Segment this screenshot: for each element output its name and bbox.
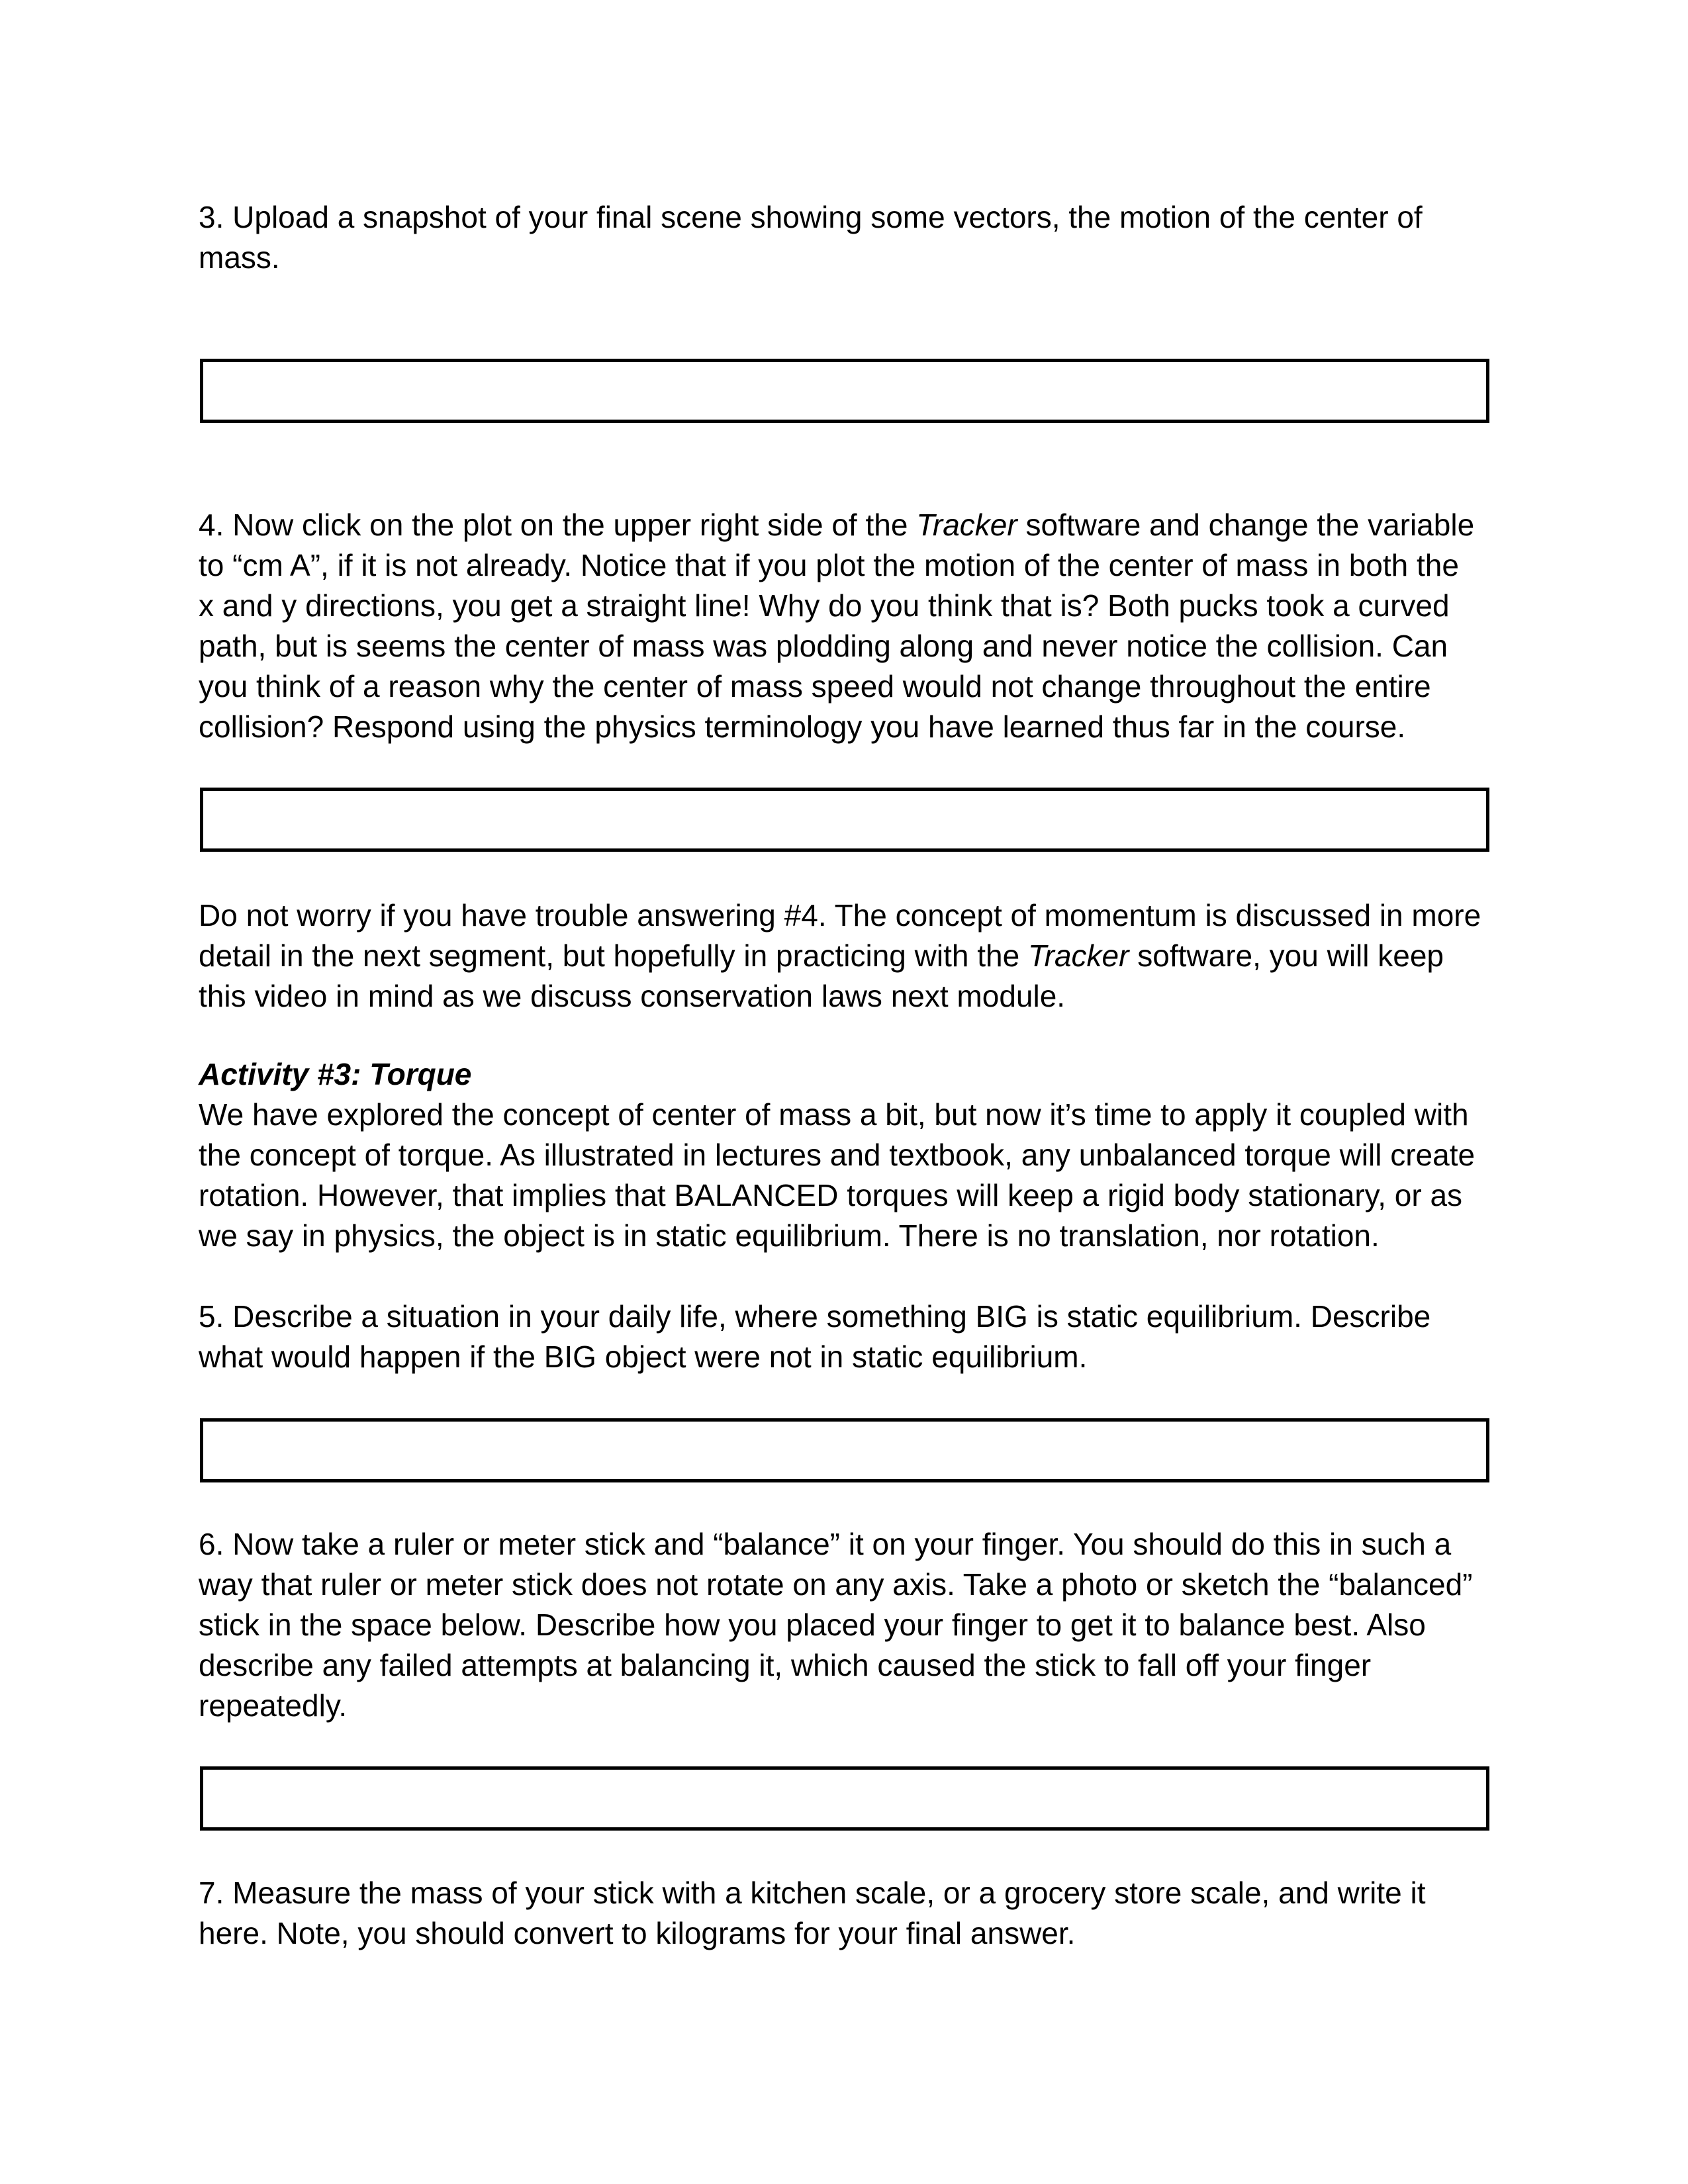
note-text: detail in the next segment, but hopefully in practicing with the <box>199 938 1028 973</box>
question-4-line <box>199 505 1496 545</box>
activity-line: rotation. However, that implies that BALANCED torques will keep a rigid body stationary, or as <box>199 1178 1463 1212</box>
activity-line: we say in physics, the object is in static equilibrium. There is no translation, nor rotation. <box>199 1218 1380 1253</box>
question-4-line: to “cm A”, if it is not already. Notice that if you plot the motion of the center of mass in both the <box>199 548 1459 582</box>
question-5 <box>199 1297 1496 1377</box>
answer-box-question-4[interactable] <box>200 788 1489 852</box>
activity-3-section <box>199 1054 1496 1256</box>
activity-heading: Activity #3: Torque <box>199 1057 472 1091</box>
question-4-line: collision? Respond using the physics terminology you have learned thus far in the course. <box>199 709 1406 744</box>
question-3 <box>199 197 1496 278</box>
question-4 <box>199 505 1496 747</box>
answer-box-question-6[interactable] <box>200 1766 1489 1831</box>
note-text: software, you will keep <box>1129 938 1444 973</box>
question-7-line: 7. Measure the mass of your stick with a kitchen scale, or a grocery store scale, and write it <box>199 1876 1426 1910</box>
question-6 <box>199 1524 1496 1726</box>
question-4-line: path, but is seems the center of mass was plodding along and never notice the collision. Can <box>199 629 1448 663</box>
question-5-line: what would happen if the BIG object were not in static equilibrium. <box>199 1340 1088 1374</box>
tracker-software-name: Tracker <box>1027 938 1129 973</box>
question-3-line: 3. Upload a snapshot of your final scene showing some vectors, the motion of the center of <box>199 200 1423 234</box>
question-6-line: repeatedly. <box>199 1688 348 1723</box>
note-line: this video in mind as we discuss conservation laws next module. <box>199 979 1066 1013</box>
question-7 <box>199 1873 1496 1954</box>
question-6-line: stick in the space below. Describe how you placed your finger to get it to balance best. Also <box>199 1608 1426 1642</box>
question-6-line: 6. Now take a ruler or meter stick and “balance” it on your finger. You should do this in such a <box>199 1527 1452 1561</box>
tracker-software-name: Tracker <box>916 508 1017 542</box>
activity-line: We have explored the concept of center of mass a bit, but now it’s time to apply it coupled with <box>199 1097 1469 1132</box>
question-5-line: 5. Describe a situation in your daily life, where something BIG is static equilibrium. Describe <box>199 1299 1431 1334</box>
note-line <box>199 936 1496 976</box>
question-3-line: mass. <box>199 240 280 275</box>
answer-box-question-5[interactable] <box>200 1418 1489 1482</box>
question-4-text: 4. Now click on the plot on the upper right side of the <box>199 508 917 542</box>
question-6-line: describe any failed attempts at balancing it, which caused the stick to fall off your finger <box>199 1648 1372 1682</box>
question-4-line: you think of a reason why the center of mass speed would not change throughout the entire <box>199 669 1431 704</box>
answer-box-question-3[interactable] <box>200 359 1489 423</box>
activity-line: the concept of torque. As illustrated in lectures and textbook, any unbalanced torque will create <box>199 1138 1476 1172</box>
question-7-line: here. Note, you should convert to kilograms for your final answer. <box>199 1916 1076 1950</box>
note-line: Do not worry if you have trouble answering #4. The concept of momentum is discussed in more <box>199 898 1481 933</box>
question-4-text: software and change the variable <box>1017 508 1475 542</box>
question-4-line: x and y directions, you get a straight line! Why do you think that is? Both pucks took a curved <box>199 588 1450 623</box>
question-6-line: way that ruler or meter stick does not rotate on any axis. Take a photo or sketch the “balanced” <box>199 1567 1473 1602</box>
momentum-note <box>199 895 1496 1017</box>
